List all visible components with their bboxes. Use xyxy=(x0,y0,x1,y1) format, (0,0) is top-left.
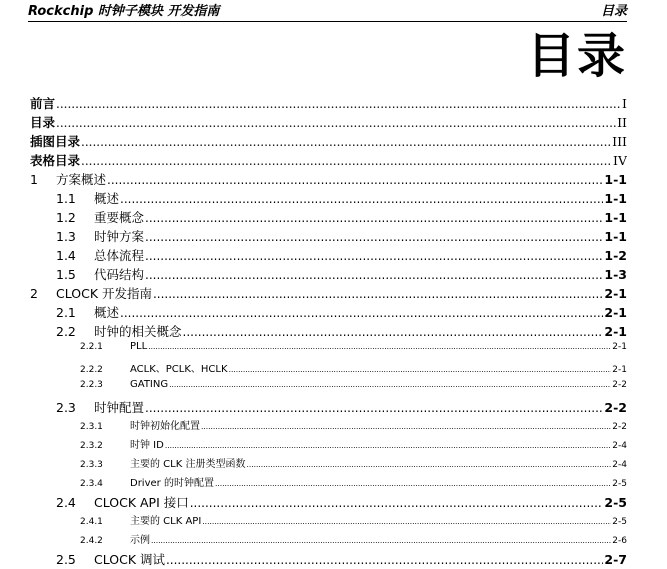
toc-entry-page: 2-1 xyxy=(612,342,627,352)
toc-entry[interactable] xyxy=(30,531,627,550)
toc-entry-number: 2 xyxy=(30,286,38,301)
toc-dot-leader xyxy=(120,192,603,206)
toc-dot-leader xyxy=(148,342,611,351)
toc-entry[interactable] xyxy=(30,170,627,189)
toc-entry-page: III xyxy=(612,134,627,149)
toc-entry-page: 2-7 xyxy=(604,552,627,567)
toc-entry-title: GATING xyxy=(130,379,169,390)
toc-entry-page: 2-1 xyxy=(612,365,627,375)
toc-entry-title: 时钟的相关概念 xyxy=(94,324,182,339)
toc-entry-page: 2-5 xyxy=(612,479,627,489)
toc-entry-number: 2.2.2 xyxy=(80,365,103,375)
toc-entry-page: 1-2 xyxy=(604,248,627,263)
toc-dot-leader xyxy=(81,154,612,168)
toc-entry-number: 2.4.2 xyxy=(80,536,103,546)
toc-dot-leader xyxy=(169,380,611,389)
toc-dot-leader xyxy=(183,325,604,339)
toc-entry-page: 2-4 xyxy=(612,441,627,451)
toc-entry-title: ACLK、PCLK、HCLK xyxy=(130,364,228,375)
header-section-name: 目录 xyxy=(600,4,627,19)
toc-entry-number: 1 xyxy=(30,172,38,187)
toc-entry-title: 概述 xyxy=(94,305,120,320)
toc-entry-title: CLOCK 开发指南 xyxy=(56,286,152,301)
toc-entry-number: 1.5 xyxy=(56,267,76,282)
toc-entry-title: 概述 xyxy=(94,191,120,206)
toc-entry-title: 时钟初始化配置 xyxy=(130,421,200,432)
toc-entry-number: 2.3.3 xyxy=(80,460,103,470)
toc-entry-number: 2.3.4 xyxy=(80,479,103,489)
toc-entry-title: 总体流程 xyxy=(94,248,145,263)
toc-entry-page: 2-4 xyxy=(612,460,627,470)
toc-dot-leader xyxy=(56,116,616,130)
toc-entry-number: 1.4 xyxy=(56,248,76,263)
toc-entry-page: 2-5 xyxy=(604,495,627,510)
toc-entry[interactable] xyxy=(30,227,627,246)
toc-dot-leader xyxy=(107,173,603,187)
toc-dot-leader xyxy=(145,230,603,244)
toc-entry-title: 主要的 CLK API xyxy=(130,516,202,527)
toc-dot-leader xyxy=(165,441,611,450)
toc-dot-leader xyxy=(190,496,604,510)
toc-entry[interactable] xyxy=(30,94,627,113)
toc-dot-leader xyxy=(201,422,611,431)
page-title: 目录 xyxy=(526,28,627,84)
toc-entry[interactable] xyxy=(30,417,627,436)
toc-entry-title: 示例 xyxy=(130,535,150,546)
toc-entry[interactable] xyxy=(30,436,627,455)
toc-entry-page: II xyxy=(617,115,627,130)
toc-dot-leader xyxy=(145,401,603,415)
toc-entry-page: 2-2 xyxy=(604,400,627,415)
toc-entry[interactable] xyxy=(30,284,627,303)
toc-dot-leader xyxy=(145,268,603,282)
toc-entry-title: 插图目录 xyxy=(30,134,81,149)
toc-entry-title: Driver 的时钟配置 xyxy=(130,478,214,489)
toc-entry[interactable] xyxy=(30,322,627,341)
toc-entry[interactable] xyxy=(30,151,627,170)
toc-entry-page: 2-1 xyxy=(604,286,627,301)
toc-entry-page: 2-2 xyxy=(612,380,627,390)
toc-entry-page: 1-1 xyxy=(604,191,627,206)
toc-entry[interactable] xyxy=(30,189,627,208)
toc-entry-page: IV xyxy=(613,153,627,168)
toc-entry[interactable] xyxy=(30,474,627,493)
toc-entry-title: 方案概述 xyxy=(56,172,107,187)
toc-entry-number: 2.4.1 xyxy=(80,517,103,527)
toc-entry-number: 2.3.2 xyxy=(80,441,103,451)
toc-dot-leader xyxy=(120,306,603,320)
toc-dot-leader xyxy=(145,249,603,263)
toc-entry[interactable] xyxy=(30,398,627,417)
toc-entry-title: 前言 xyxy=(30,96,56,111)
header-document-title: Rockchip 时钟子模块 开发指南 xyxy=(28,4,220,19)
toc-dot-leader xyxy=(145,211,603,225)
toc-entry-number: 2.2.1 xyxy=(80,342,103,352)
toc-dot-leader xyxy=(215,479,611,488)
toc-dot-leader xyxy=(246,460,611,469)
toc-dot-leader xyxy=(166,553,603,567)
toc-entry-page: 1-1 xyxy=(604,210,627,225)
toc-dot-leader xyxy=(202,517,611,526)
toc-entry-page: 2-2 xyxy=(612,422,627,432)
toc-entry[interactable] xyxy=(30,455,627,474)
toc-dot-leader xyxy=(229,365,612,374)
toc-entry[interactable] xyxy=(30,113,627,132)
toc-entry-title: 时钟配置 xyxy=(94,400,145,415)
toc-entry-number: 2.2.3 xyxy=(80,380,103,390)
toc-entry-number: 2.1 xyxy=(56,305,76,320)
toc-entry-number: 1.1 xyxy=(56,191,76,206)
toc-entry-title: 时钟 ID xyxy=(130,440,164,451)
toc-entry-page: 1-3 xyxy=(604,267,627,282)
toc-entry-page: I xyxy=(622,96,627,111)
table-of-contents xyxy=(30,94,627,569)
toc-dot-leader xyxy=(151,536,611,545)
toc-entry-page: 1-1 xyxy=(604,172,627,187)
toc-entry[interactable] xyxy=(30,265,627,284)
toc-entry-page: 2-1 xyxy=(604,324,627,339)
toc-entry-title: 时钟方案 xyxy=(94,229,145,244)
toc-entry-number: 2.2 xyxy=(56,324,76,339)
toc-entry-title: 重要概念 xyxy=(94,210,145,225)
toc-dot-leader xyxy=(81,135,611,149)
toc-entry-number: 2.3.1 xyxy=(80,422,103,432)
toc-entry[interactable] xyxy=(30,341,627,360)
toc-entry-title: CLOCK 调试 xyxy=(94,552,165,567)
toc-entry-title: CLOCK API 接口 xyxy=(94,495,189,510)
toc-dot-leader xyxy=(153,287,603,301)
toc-entry-page: 1-1 xyxy=(604,229,627,244)
toc-entry-number: 2.3 xyxy=(56,400,76,415)
toc-dot-leader xyxy=(56,97,621,111)
toc-entry[interactable] xyxy=(30,208,627,227)
toc-entry[interactable] xyxy=(30,493,627,512)
toc-entry-title: 主要的 CLK 注册类型函数 xyxy=(130,459,246,470)
toc-entry[interactable] xyxy=(30,550,627,569)
toc-entry[interactable] xyxy=(30,132,627,151)
toc-entry[interactable] xyxy=(30,303,627,322)
toc-entry[interactable] xyxy=(30,379,627,398)
toc-entry-number: 1.2 xyxy=(56,210,76,225)
toc-entry[interactable] xyxy=(30,512,627,531)
toc-entry-number: 2.5 xyxy=(56,552,76,567)
toc-entry-title: 表格目录 xyxy=(30,153,81,168)
toc-entry-title: 代码结构 xyxy=(94,267,145,282)
toc-entry[interactable] xyxy=(30,246,627,265)
toc-entry-page: 2-5 xyxy=(612,517,627,527)
toc-entry-page: 2-6 xyxy=(612,536,627,546)
toc-entry-page: 2-1 xyxy=(604,305,627,320)
toc-entry-title: 目录 xyxy=(30,115,56,130)
toc-entry-title: PLL xyxy=(130,341,148,352)
toc-entry-number: 2.4 xyxy=(56,495,76,510)
running-header xyxy=(28,3,627,22)
toc-entry-number: 1.3 xyxy=(56,229,76,244)
toc-entry[interactable] xyxy=(30,360,627,379)
